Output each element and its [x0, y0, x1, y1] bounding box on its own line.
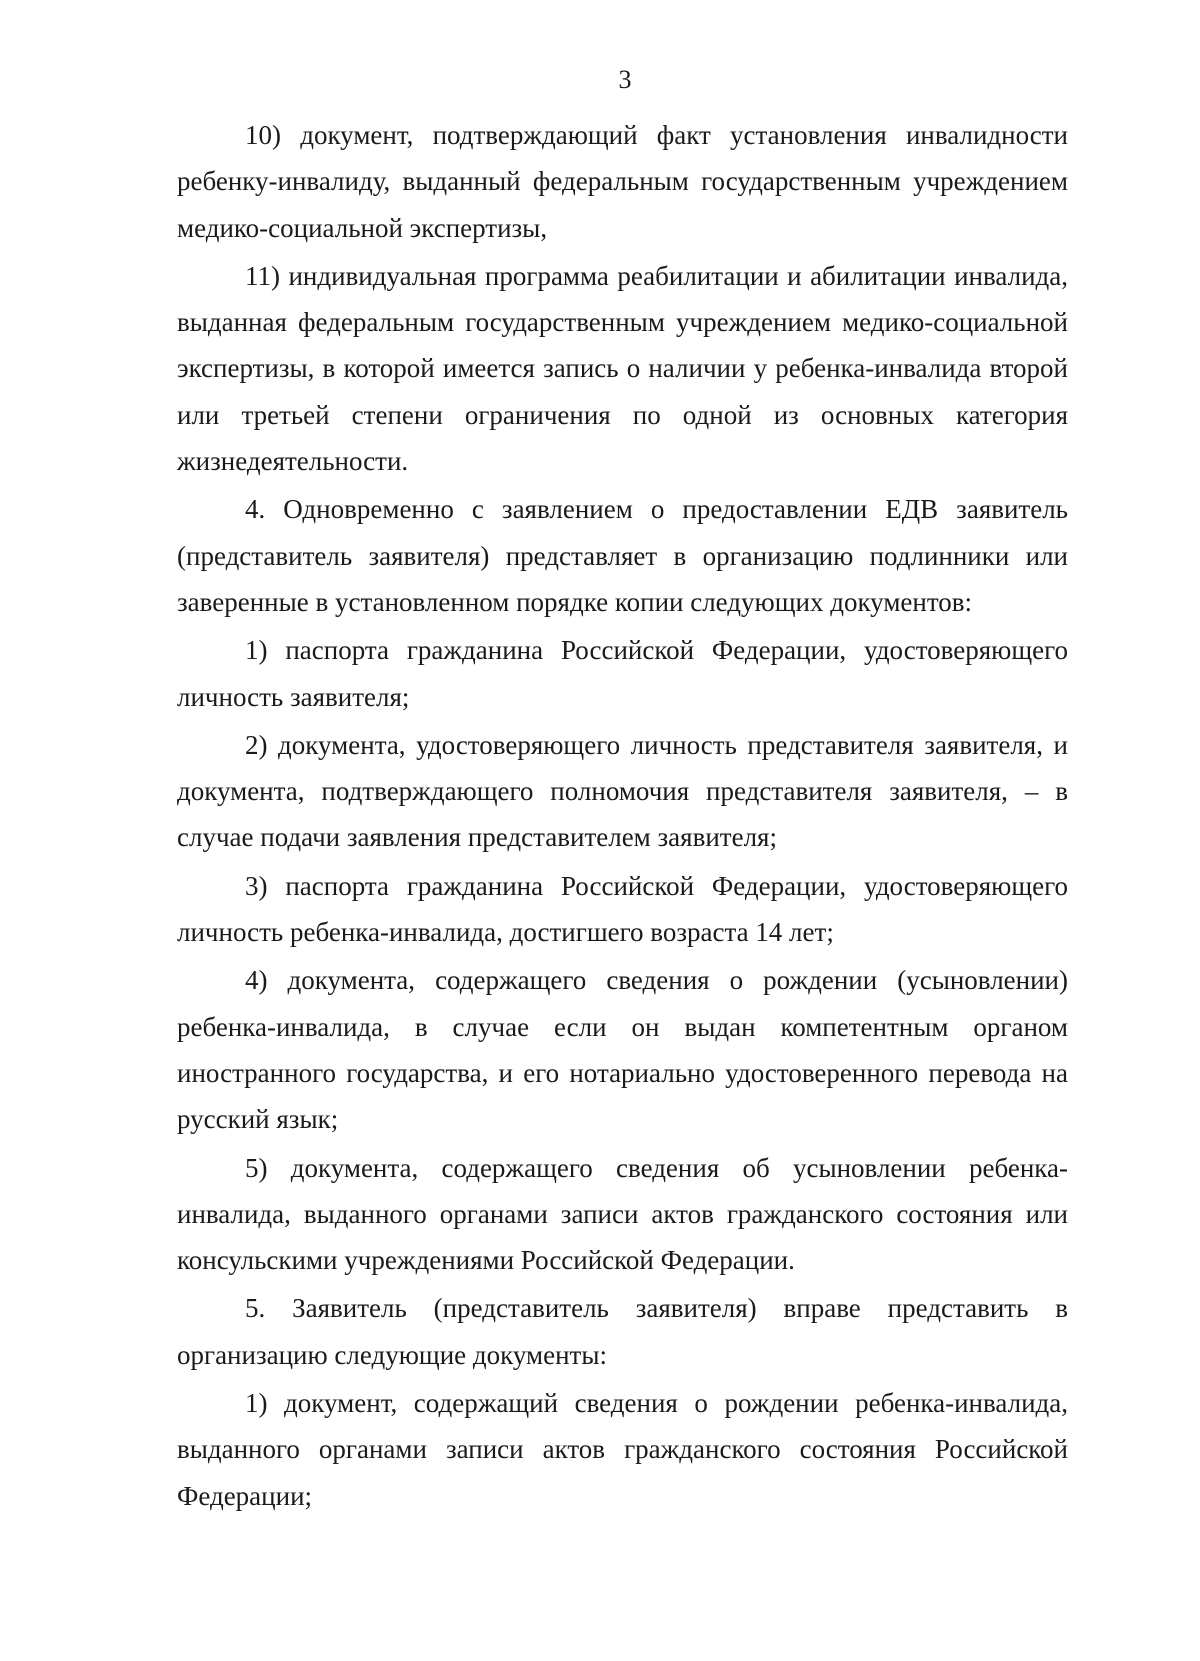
paragraph-item-4-2: 2) документа, удостоверяющего личность представителя заявителя, и документа, подтверждающего полномочия представителя заявителя, – в случае подачи заявления представителем заявителя;	[177, 729, 1068, 853]
paragraph-item-5-1: 1) документ, содержащий сведения о рождении ребенка-инвалида, выданного органами записи актов гражданского состояния Российской Федерации;	[177, 1388, 1068, 1511]
paragraph-item-4-3: 3) паспорта гражданина Российской Федерации, удостоверяющего личность ребенка-инвалида, достигшего возраста 14 лет;	[177, 870, 1068, 948]
paragraph-section-4: 4. Одновременно с заявлением о предоставлении ЕДВ заявитель (представитель заявителя) представляет в организацию подлинники или заверенные в установленном порядке копии следующих документов:	[177, 494, 1068, 617]
page-number: 3	[618, 65, 632, 94]
paragraph-item-4-5: 5) документа, содержащего сведения об усыновлении ребенка-инвалида, выданного органами записи актов гражданского состояния или консульскими учреждениями Российской Федерации.	[177, 1152, 1068, 1276]
paragraph-item-4-1: 1) паспорта гражданина Российской Федерации, удостоверяющего личность заявителя;	[177, 635, 1068, 712]
paragraph-section-5: 5. Заявитель (представитель заявителя) вправе представить в организацию следующие документы:	[177, 1293, 1068, 1370]
document-body	[177, 112, 1068, 1521]
paragraph-item-10: 10) документ, подтверждающий факт установления инвалидности ребенку-инвалиду, выданный федеральным государственным учреждением медико-социальной экспертизы,	[177, 120, 1068, 243]
paragraph-item-4-4: 4) документа, содержащего сведения о рождении (усыновлении) ребенка-инвалида, в случае если он выдан компетентным органом иностранного государства, и его нотариально удостоверенного перевода на русский язык;	[177, 965, 1068, 1135]
paragraph-item-11: 11) индивидуальная программа реабилитации и абилитации инвалида, выданная федеральным государственным учреждением медико-социальной экспертизы, в которой имеется запись о наличии у ребенка-инвалида второй или третьей степени ограничения по одной из основных категория жизнедеятельности.	[177, 260, 1068, 477]
